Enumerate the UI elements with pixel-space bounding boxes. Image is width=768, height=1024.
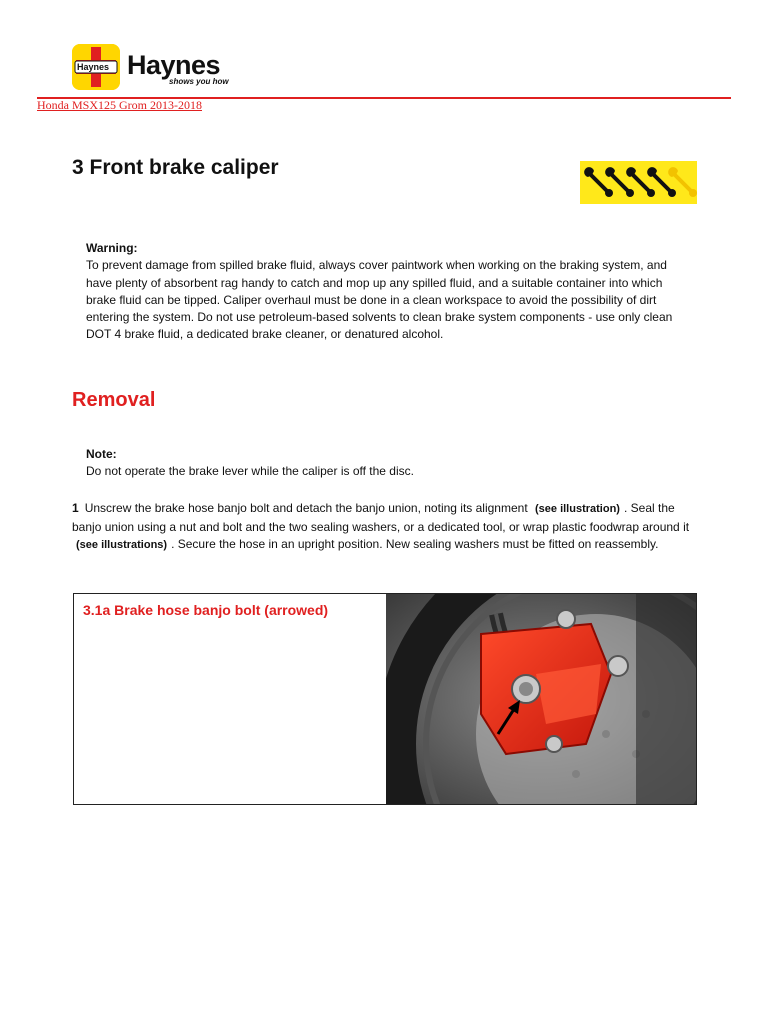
- badge-text: Haynes: [77, 62, 110, 72]
- see-illustrations-link[interactable]: (see illustrations): [76, 539, 168, 551]
- see-illustration-link[interactable]: (see illustration): [535, 503, 620, 515]
- note-block: [86, 446, 676, 481]
- step-text-a: Unscrew the brake hose banjo bolt and detach the banjo union, noting its alignment: [84, 501, 528, 515]
- step-number: 1: [72, 501, 79, 515]
- figure-caption: 3.1a Brake hose banjo bolt (arrowed): [83, 602, 329, 618]
- warning-label: Warning:: [86, 241, 138, 255]
- step-text-c: . Secure the hose in an upright position. New sealing washers must be fitted on reassembly.: [171, 537, 659, 551]
- breadcrumb-link[interactable]: Honda MSX125 Grom 2013-2018: [37, 98, 202, 112]
- warning-block: [86, 240, 676, 344]
- difficulty-rating: [580, 161, 697, 204]
- step-1: [72, 500, 697, 555]
- haynes-badge-icon: [72, 44, 120, 90]
- step-text-b: . Seal the banjo union using a nut and bolt and the two sealing washers, or a dedicated tool, or wrap plastic foodwrap around it: [72, 501, 690, 534]
- warning-text: To prevent damage from spilled brake fluid, always cover paintwork when working on the braking system, and have plenty of absorbent rag handy to catch and mop up any spilled fluid, and a suitable container into which brake fluid can be tipped. Caliper overhaul must be done in a clean workspace to avoid the possibility of dirt entering the system. Do not use petroleum-based solvents to clean brake system components - use only clean DOT 4 brake fluid, a dedicated brake cleaner, or denatured alcohol.: [86, 258, 673, 342]
- brand-tagline: shows you how: [169, 77, 229, 86]
- section-title-removal: Removal: [72, 389, 156, 411]
- note-text: Do not operate the brake lever while the caliper is off the disc.: [86, 464, 414, 479]
- brand-name: Haynes: [127, 50, 221, 80]
- difficulty-spanners: [580, 161, 697, 204]
- page-title: 3 Front brake caliper: [72, 156, 279, 179]
- haynes-logo: [72, 44, 232, 90]
- figure-3-1a: [73, 593, 697, 805]
- note-label: Note:: [86, 447, 117, 461]
- brake-caliper-photo: [386, 594, 696, 804]
